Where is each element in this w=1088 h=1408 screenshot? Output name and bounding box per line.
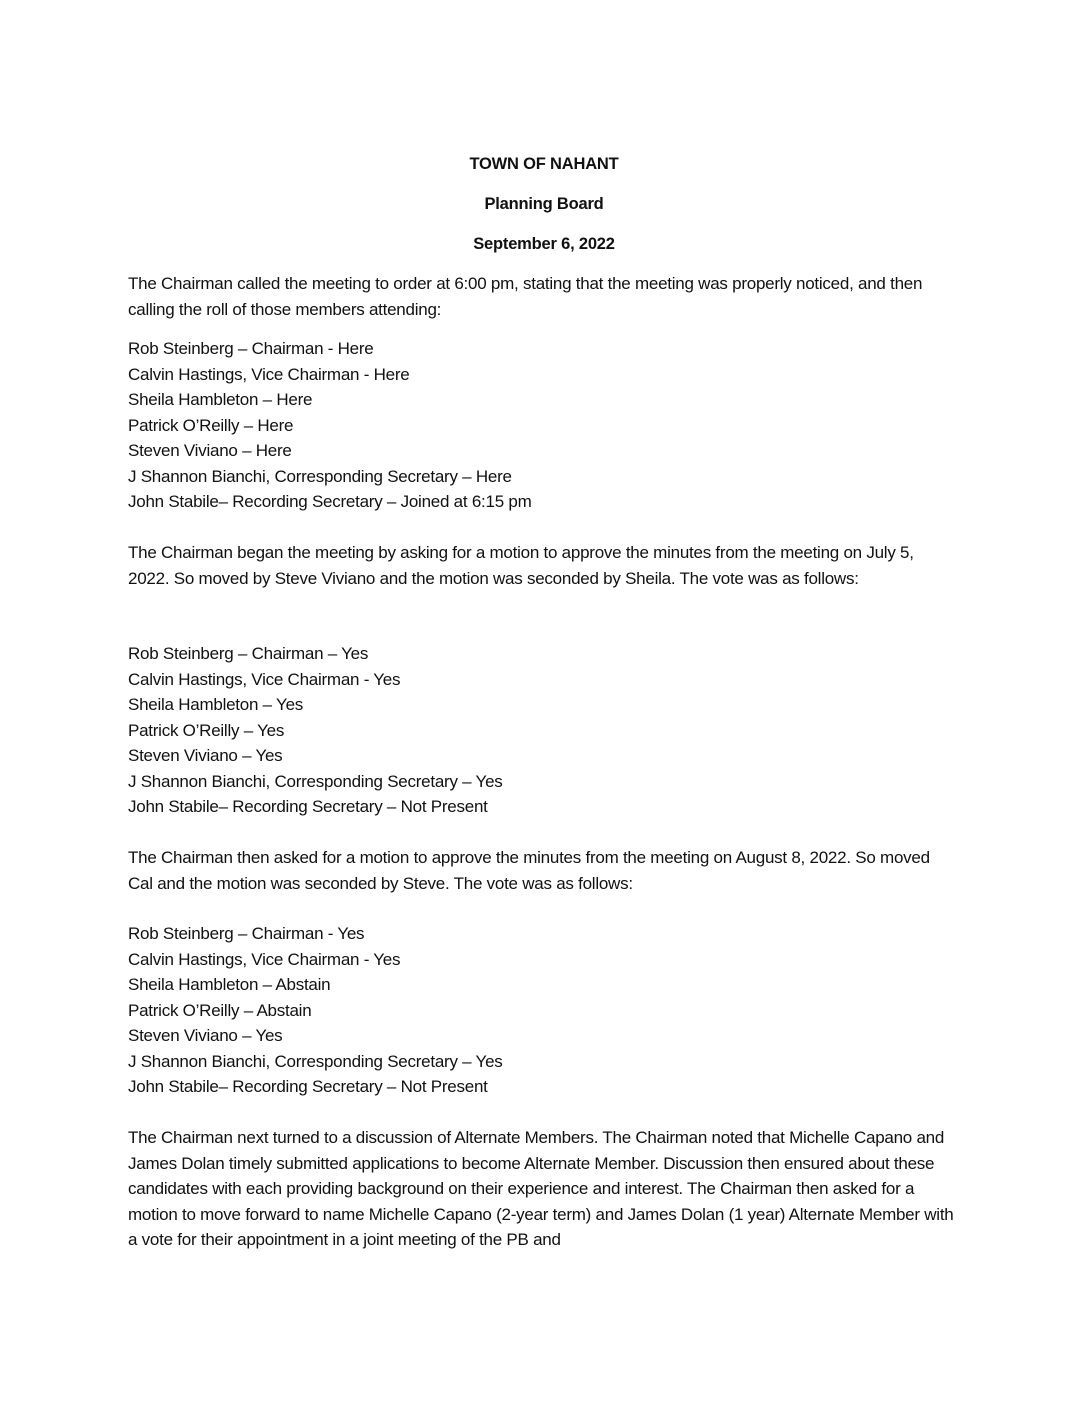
vote-item: Calvin Hastings, Vice Chairman - Yes bbox=[128, 949, 401, 969]
vote1-list bbox=[128, 641, 828, 820]
attendance-item: Steven Viviano – Here bbox=[128, 441, 292, 460]
attendance-item: Patrick O’Reilly – Here bbox=[128, 415, 294, 435]
motion1-text: The Chairman began the meeting by asking for a motion to approve the minutes from the meeting on July 5, 2022. So moved by Steve Viviano and the motion was seconded by Sheila. The vote was as follows: bbox=[128, 543, 914, 588]
town-name-heading: TOWN OF NAHANT bbox=[469, 155, 619, 173]
vote-item: John Stabile– Recording Secretary – Not Present bbox=[128, 1077, 488, 1096]
attendance-item: J Shannon Bianchi, Corresponding Secretary – Here bbox=[128, 466, 512, 486]
board-name-heading: Planning Board bbox=[484, 195, 604, 213]
attendance-item: Calvin Hastings, Vice Chairman - Here bbox=[128, 364, 410, 384]
attendance-item: Rob Steinberg – Chairman - Here bbox=[128, 339, 374, 358]
attendance-item: John Stabile– Recording Secretary – Joined at 6:15 pm bbox=[128, 492, 532, 511]
vote-item: Sheila Hambleton – Yes bbox=[128, 695, 304, 714]
alternates-paragraph bbox=[128, 1125, 958, 1253]
vote-item: Rob Steinberg – Chairman - Yes bbox=[128, 924, 365, 943]
attendance-list bbox=[128, 336, 828, 515]
attendance-item: Sheila Hambleton – Here bbox=[128, 390, 313, 409]
vote-item: Patrick O’Reilly – Abstain bbox=[128, 1000, 312, 1020]
motion2-paragraph bbox=[128, 845, 958, 896]
meeting-date-heading: September 6, 2022 bbox=[473, 235, 615, 253]
vote2-list bbox=[128, 921, 828, 1100]
alternates-text: The Chairman next turned to a discussion of Alternate Members. The Chairman noted that Michelle Capano and James Dolan timely submitted applications to become Alternate Member. Discussion then ensured about these candidates with each providing background on their experience and interest. The Chairman then asked for a motion to move forward to name Michelle Capano (2-year term) and James Dolan (1 year) Alternate Member with a vote for their appointment in a joint meeting of the PB and bbox=[128, 1128, 954, 1249]
vote-item: J Shannon Bianchi, Corresponding Secretary – Yes bbox=[128, 1051, 503, 1071]
vote-item: J Shannon Bianchi, Corresponding Secretary – Yes bbox=[128, 771, 503, 791]
vote-item: Rob Steinberg – Chairman – Yes bbox=[128, 644, 369, 663]
intro-paragraph bbox=[128, 271, 958, 322]
vote-item: John Stabile– Recording Secretary – Not Present bbox=[128, 797, 488, 816]
intro-text: The Chairman called the meeting to order at 6:00 pm, stating that the meeting was properly noticed, and then calling the roll of those members attending: bbox=[128, 274, 923, 319]
motion2-text: The Chairman then asked for a motion to approve the minutes from the meeting on August 8, 2022. So moved Cal and the motion was seconded by Steve. The vote was as follows: bbox=[128, 848, 930, 893]
vote-item: Steven Viviano – Yes bbox=[128, 746, 283, 765]
vote-item: Steven Viviano – Yes bbox=[128, 1026, 283, 1045]
motion1-paragraph bbox=[128, 540, 958, 591]
vote-item: Calvin Hastings, Vice Chairman - Yes bbox=[128, 669, 401, 689]
vote-item: Patrick O’Reilly – Yes bbox=[128, 720, 285, 740]
vote-item: Sheila Hambleton – Abstain bbox=[128, 975, 331, 994]
